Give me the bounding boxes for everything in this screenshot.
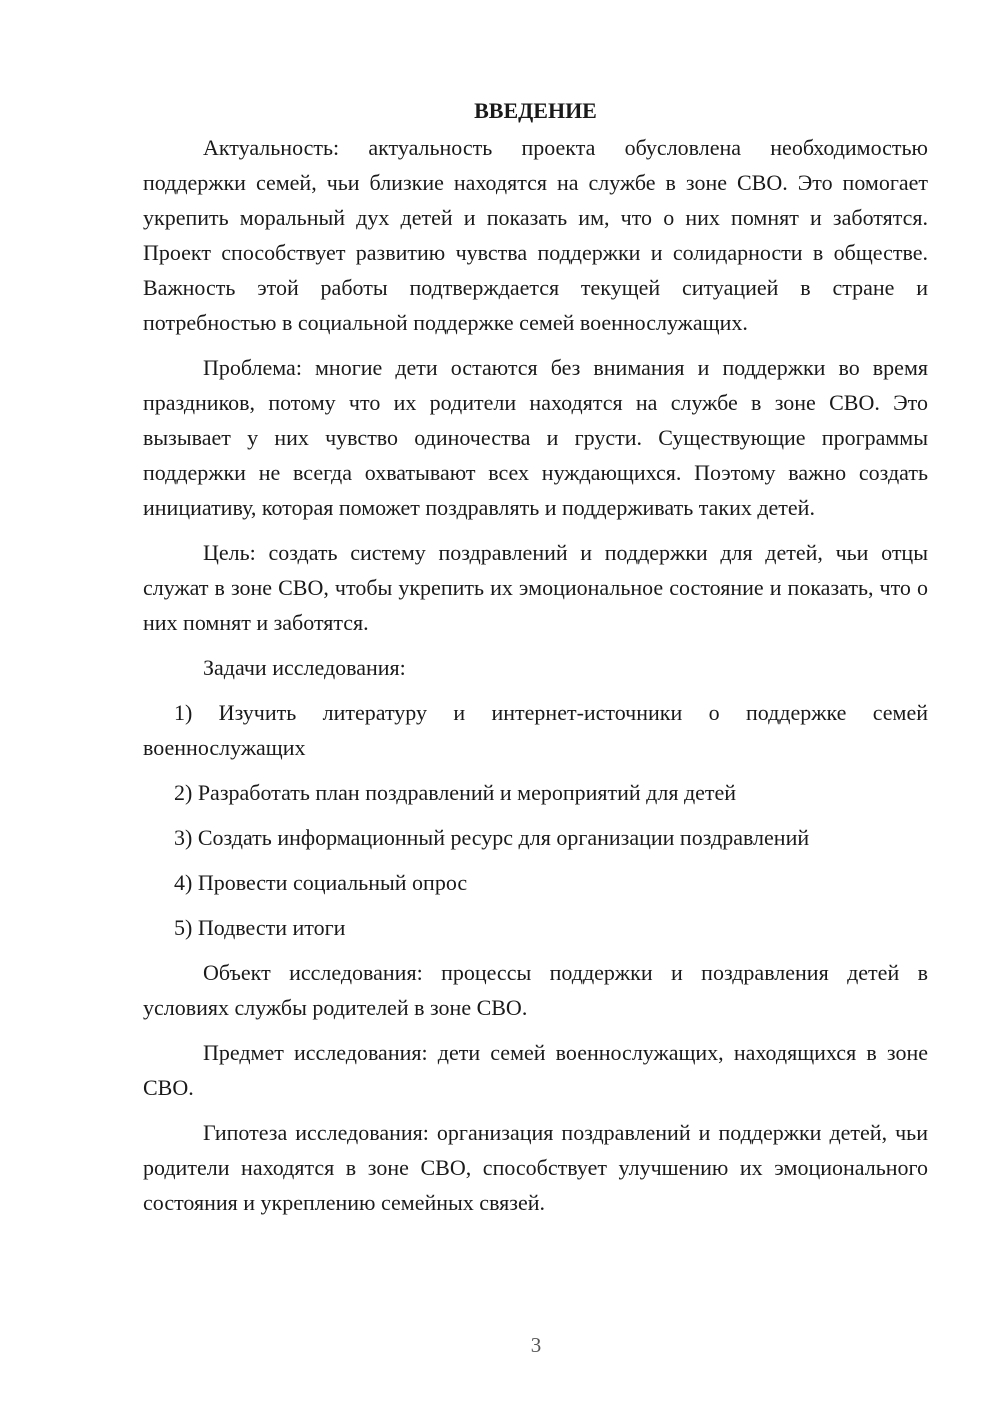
task-item-2: 2) Разработать план поздравлений и мероприятий для детей <box>174 780 737 805</box>
paragraph-subject: Предмет исследования: дети семей военнослужащих, находящихся в зоне СВО. <box>143 1040 928 1100</box>
task-item-5: 5) Подвести итоги <box>174 915 346 940</box>
task-item-3: 3) Создать информационный ресурс для организации поздравлений <box>174 825 810 850</box>
task-list <box>143 695 928 945</box>
document-page <box>143 93 928 1230</box>
paragraph-relevance: Актуальность: актуальность проекта обусловлена необходимостью поддержки семей, чьи близкие находятся на службе в зоне СВО. Это помогает укрепить моральный дух детей и показать им, что о них помнят и заботятся. Проект способствует развитию чувства поддержки и солидарности в обществе. Важность этой работы подтверждается текущей ситуацией в стране и потребностью в социальной поддержке семей военнослужащих. <box>143 135 928 335</box>
section-title: ВВЕДЕНИЕ <box>474 98 597 123</box>
tasks-heading: Задачи исследования: <box>203 655 406 680</box>
paragraph-hypothesis: Гипотеза исследования: организация поздравлений и поддержки детей, чьи родители находятся в зоне СВО, способствует улучшению их эмоционального состояния и укреплению семейных связей. <box>143 1120 928 1215</box>
task-item-1: 1) Изучить литературу и интернет-источники о поддержке семей военнослужащих <box>143 700 928 760</box>
paragraph-problem: Проблема: многие дети остаются без внимания и поддержки во время праздников, потому что их родители находятся на службе в зоне СВО. Это вызывает у них чувство одиночества и грусти. Существующие программы поддержки не всегда охватывают всех нуждающихся. Поэтому важно создать инициативу, которая поможет поздравлять и поддерживать таких детей. <box>143 355 928 520</box>
page-number: 3 <box>530 1333 542 1357</box>
paragraph-object: Объект исследования: процессы поддержки и поздравления детей в условиях службы родителей в зоне СВО. <box>143 960 928 1020</box>
task-item-4: 4) Провести социальный опрос <box>174 870 468 895</box>
paragraph-goal: Цель: создать систему поздравлений и поддержки для детей, чьи отцы служат в зоне СВО, чтобы укрепить их эмоциональное состояние и показать, что о них помнят и заботятся. <box>143 540 928 635</box>
